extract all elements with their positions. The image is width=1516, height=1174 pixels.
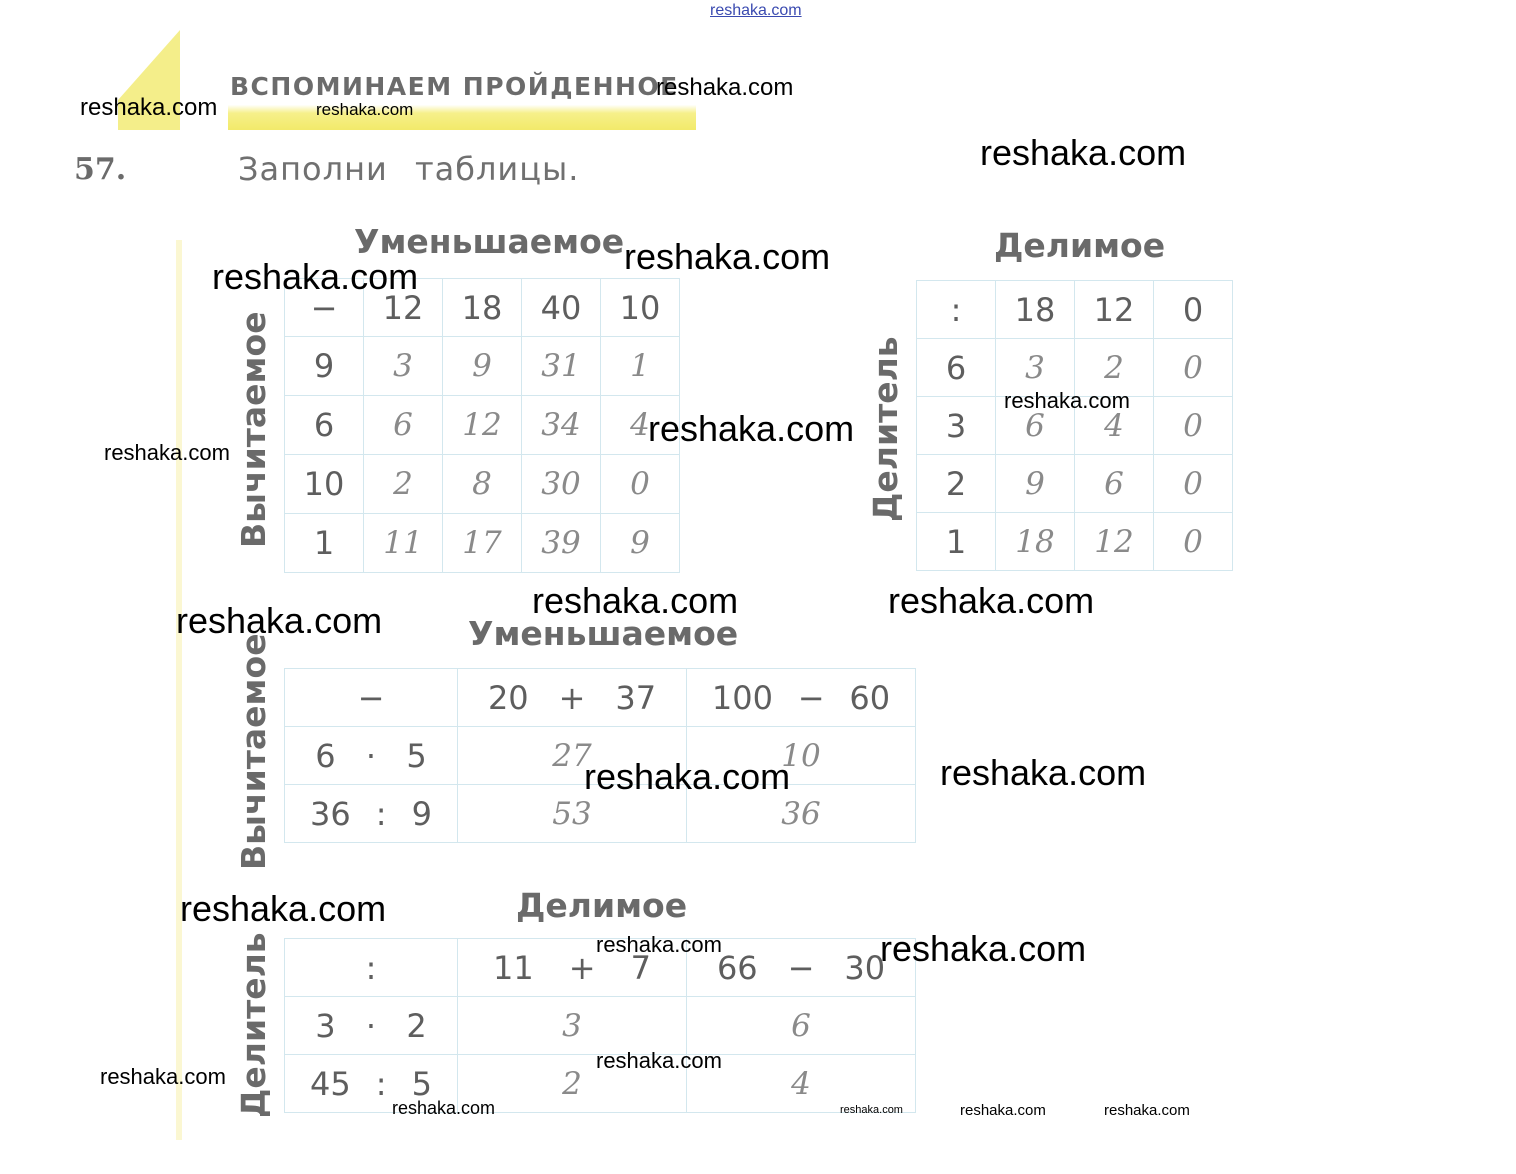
- table2-col: 0: [1154, 281, 1233, 339]
- source-link[interactable]: reshaka.com: [710, 2, 802, 19]
- table1-answer: 9: [601, 514, 680, 573]
- table1-col-header: Уменьшаемое: [354, 222, 625, 261]
- watermark: reshaka.com: [980, 132, 1187, 173]
- operand: 5: [411, 1064, 432, 1103]
- table2-answer: 4: [1075, 397, 1154, 455]
- table4-col-header: Делимое: [516, 886, 688, 925]
- watermark: reshaka.com: [584, 756, 791, 797]
- watermark: reshaka.com: [180, 888, 387, 929]
- table1-col: 10: [601, 279, 680, 337]
- table3-answer: 36: [687, 785, 916, 843]
- table2-answer: 6: [996, 397, 1075, 455]
- table1-row-header: Вычитаемое: [234, 311, 273, 548]
- operator: :: [375, 794, 387, 833]
- table2-row-header: Делитель: [866, 336, 905, 522]
- table2-col: 12: [1075, 281, 1154, 339]
- table3-col: [458, 669, 687, 727]
- section-title: ВСПОМИНАЕМ ПРОЙДЕННОЕ: [230, 72, 679, 101]
- table1-answer: 0: [601, 455, 680, 514]
- operand: 9: [411, 794, 432, 833]
- table1-answer: 4: [601, 396, 680, 455]
- table2-answer: 18: [996, 513, 1075, 571]
- table4-answer: 4: [687, 1055, 916, 1113]
- table3-op: −: [285, 669, 458, 727]
- table2-col-header: Делимое: [994, 226, 1166, 265]
- table4: [284, 938, 916, 1113]
- table1-answer: 6: [364, 396, 443, 455]
- operand: 6: [315, 736, 336, 775]
- table1-answer: 11: [364, 514, 443, 573]
- table1-answer: 39: [522, 514, 601, 573]
- table2-row-label: 2: [917, 455, 996, 513]
- table1-col: 40: [522, 279, 601, 337]
- table-row: [285, 997, 916, 1055]
- table2-answer: 6: [1075, 455, 1154, 513]
- watermark: reshaka.com: [840, 1104, 903, 1116]
- table1-answer: 3: [364, 337, 443, 396]
- table4-row-header: Делитель: [234, 932, 273, 1118]
- watermark: reshaka.com: [596, 1048, 722, 1073]
- table1-answer: 31: [522, 337, 601, 396]
- operand: 11: [493, 948, 534, 987]
- watermark: reshaka.com: [80, 94, 218, 121]
- operator: +: [568, 948, 596, 987]
- operand: 36: [310, 794, 351, 833]
- operand: 45: [310, 1064, 351, 1103]
- table1-answer: 30: [522, 455, 601, 514]
- operand: 5: [406, 736, 427, 775]
- table1: [284, 278, 680, 573]
- table1-row-label: 10: [285, 455, 364, 514]
- table1-answer: 2: [364, 455, 443, 514]
- table1-answer: 17: [443, 514, 522, 573]
- table2-row-label: 3: [917, 397, 996, 455]
- table2-row-label: 1: [917, 513, 996, 571]
- operand: 100: [711, 678, 773, 717]
- table2-answer: 0: [1154, 455, 1233, 513]
- table1-op: −: [285, 279, 364, 337]
- operator: −: [787, 948, 815, 987]
- table-row: [285, 396, 680, 455]
- operator: −: [797, 678, 825, 717]
- watermark: reshaka.com: [212, 256, 419, 297]
- table4-answer: 2: [458, 1055, 687, 1113]
- table-row: [285, 337, 680, 396]
- table4-op: :: [285, 939, 458, 997]
- operator: ·: [365, 736, 377, 775]
- watermark: reshaka.com: [532, 580, 739, 621]
- table1-row-label: 1: [285, 514, 364, 573]
- watermark: reshaka.com: [880, 928, 1087, 969]
- watermark: reshaka.com: [656, 74, 794, 101]
- watermark: reshaka.com: [392, 1098, 496, 1118]
- table3-row-header: Вычитаемое: [234, 633, 273, 870]
- watermark: reshaka.com: [624, 236, 831, 277]
- watermark: reshaka.com: [104, 440, 230, 465]
- operand: 3: [315, 1006, 336, 1045]
- exercise-instruction: Заполни таблицы.: [238, 150, 580, 188]
- table2-col: 18: [996, 281, 1075, 339]
- table2-answer: 3: [996, 339, 1075, 397]
- margin-stripe: [176, 240, 182, 1140]
- operand: 7: [630, 948, 651, 987]
- operand: 2: [406, 1006, 427, 1045]
- table1-answer: 1: [601, 337, 680, 396]
- table3-answer: 53: [458, 785, 687, 843]
- operand: 66: [716, 948, 758, 987]
- table4-answer: 3: [458, 997, 687, 1055]
- table1-answer: 9: [443, 337, 522, 396]
- operand: 37: [615, 678, 657, 717]
- watermark: reshaka.com: [888, 580, 1095, 621]
- table1-answer: 12: [443, 396, 522, 455]
- operator: ·: [365, 1006, 377, 1045]
- table3-row-label: [285, 727, 458, 785]
- exercise-number: 57.: [74, 152, 127, 187]
- table1-row-label: 6: [285, 396, 364, 455]
- table1-answer: 8: [443, 455, 522, 514]
- table1-col: 12: [364, 279, 443, 337]
- watermark: reshaka.com: [596, 932, 722, 957]
- watermark: reshaka.com: [1004, 388, 1130, 413]
- table2-row-label: 6: [917, 339, 996, 397]
- table2-answer: 0: [1154, 397, 1233, 455]
- operand: 20: [487, 678, 529, 717]
- table-row: [917, 455, 1233, 513]
- table1-row-label: 9: [285, 337, 364, 396]
- table2-answer: 9: [996, 455, 1075, 513]
- table1-answer: 34: [522, 396, 601, 455]
- watermark: reshaka.com: [960, 1102, 1046, 1119]
- table4-answer: 6: [687, 997, 916, 1055]
- operand: 30: [844, 948, 886, 987]
- table1-col: 18: [443, 279, 522, 337]
- operand: 60: [849, 678, 891, 717]
- table-row: [917, 513, 1233, 571]
- table2: [916, 280, 1233, 571]
- table3-answer: 10: [687, 727, 916, 785]
- watermark: reshaka.com: [176, 600, 383, 641]
- table3-row-label: [285, 785, 458, 843]
- table4-row-label: [285, 997, 458, 1055]
- watermark: reshaka.com: [316, 100, 414, 119]
- watermark: reshaka.com: [100, 1064, 226, 1089]
- operator: +: [558, 678, 586, 717]
- table2-answer: 2: [1075, 339, 1154, 397]
- table2-op: :: [917, 281, 996, 339]
- table-row: [285, 514, 680, 573]
- watermark: reshaka.com: [648, 408, 855, 449]
- table2-answer: 0: [1154, 339, 1233, 397]
- table3-answer: 27: [458, 727, 687, 785]
- table3-col: [687, 669, 916, 727]
- table3-col-header: Уменьшаемое: [468, 614, 739, 653]
- operator: :: [375, 1064, 387, 1103]
- table2-answer: 12: [1075, 513, 1154, 571]
- watermark: reshaka.com: [940, 752, 1147, 793]
- table-row: [285, 455, 680, 514]
- table2-answer: 0: [1154, 513, 1233, 571]
- watermark: reshaka.com: [1104, 1102, 1190, 1119]
